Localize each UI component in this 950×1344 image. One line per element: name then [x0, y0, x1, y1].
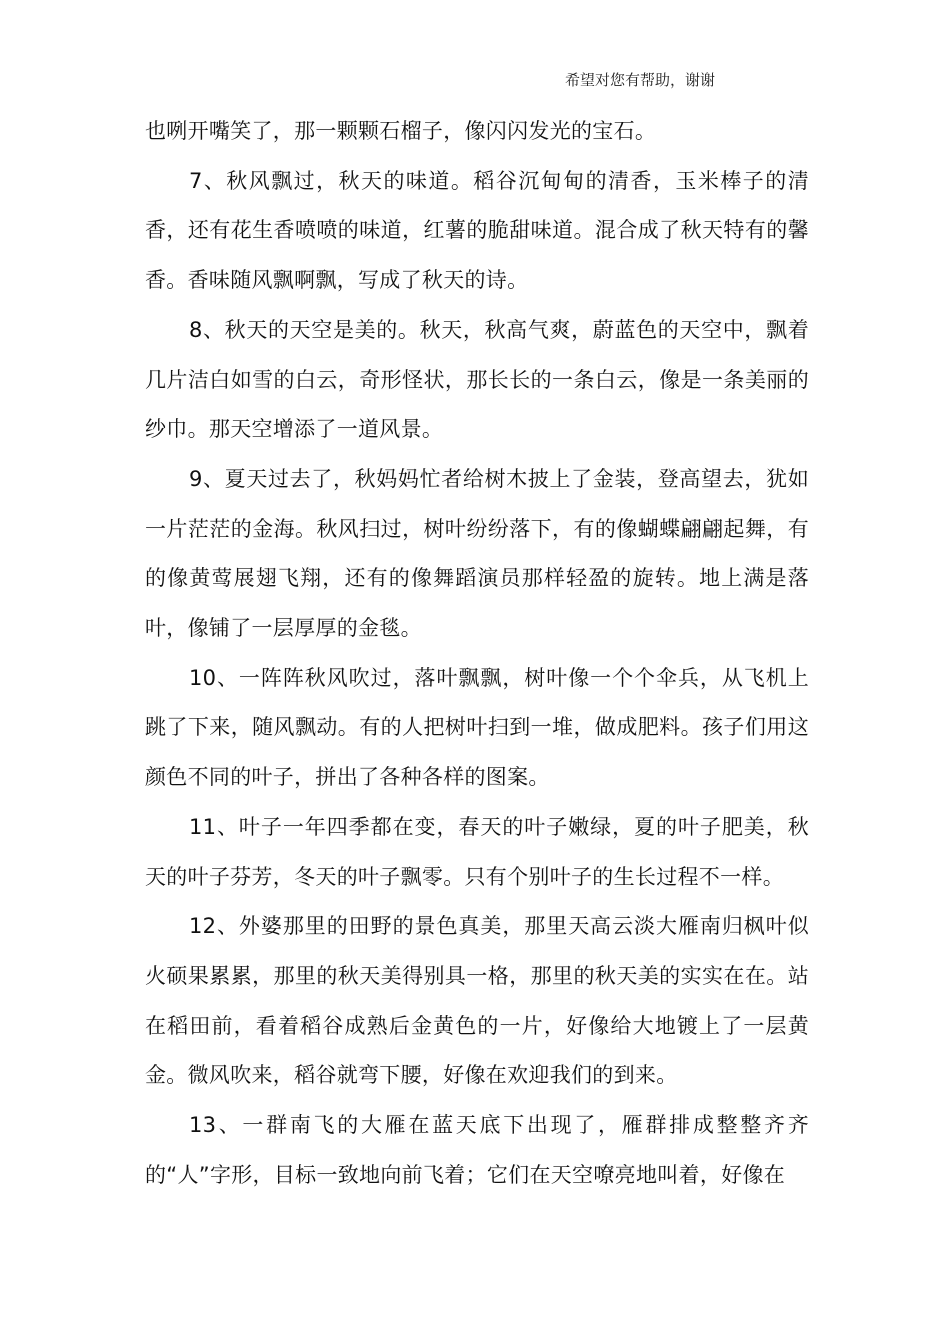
article-body	[145, 107, 809, 1200]
paragraph-8: 8、秋天的天空是美的。秋天，秋高气爽，蔚蓝色的天空中，飘着几片洁白如雪的白云，奇形怪状，那长长的一条白云，像是一条美丽的纱巾。那天空增添了一道风景。	[145, 317, 809, 442]
paragraph-13: 13、一群南飞的大雁在蓝天底下出现了，雁群排成整整齐齐的“人”字形，目标一致地向前飞着；它们在天空嘹亮地叫着，好像在	[145, 1113, 809, 1187]
paragraph-continuation: 也咧开嘴笑了，那一颗颗石榴子，像闪闪发光的宝石。	[145, 119, 657, 143]
paragraph-11: 11、叶子一年四季都在变，春天的叶子嫩绿，夏的叶子肥美，秋天的叶子芬芳，冬天的叶子飘零。只有个别叶子的生长过程不一样。	[145, 814, 809, 889]
paragraph-10: 10、一阵阵秋风吹过，落叶飘飘，树叶像一个个伞兵，从飞机上跳了下来，随风飘动。有的人把树叶扫到一堆，做成肥料。孩子们用这颜色不同的叶子，拼出了各种各样的图案。	[145, 665, 809, 790]
paragraph-12: 12、外婆那里的田野的景色真美，那里天高云淡大雁南归枫叶似火硕果累累，那里的秋天美得别具一格，那里的秋天美的实实在在。站在稻田前，看着稻谷成熟后金黄色的一片，好像给大地镀上了一层黄金。微风吹来，稻谷就弯下腰，好像在欢迎我们的到来。	[145, 914, 809, 1088]
paragraph-9: 9、夏天过去了，秋妈妈忙者给树木披上了金装，登高望去，犹如一片茫茫的金海。秋风扫过，树叶纷纷落下，有的像蝴蝶翩翩起舞，有的像黄莺展翅飞翔，还有的像舞蹈演员那样轻盈的旋转。地上满是落叶，像铺了一层厚厚的金毯。	[145, 466, 809, 641]
paragraph-7: 7、秋风飘过，秋天的味道。稻谷沉甸甸的清香，玉米棒子的清香，还有花生香喷喷的味道，红薯的脆甜味道。混合成了秋天特有的馨香。香味随风飘啊飘，写成了秋天的诗。	[145, 168, 809, 293]
page-header: 希望对您有帮助，谢谢	[565, 71, 716, 89]
